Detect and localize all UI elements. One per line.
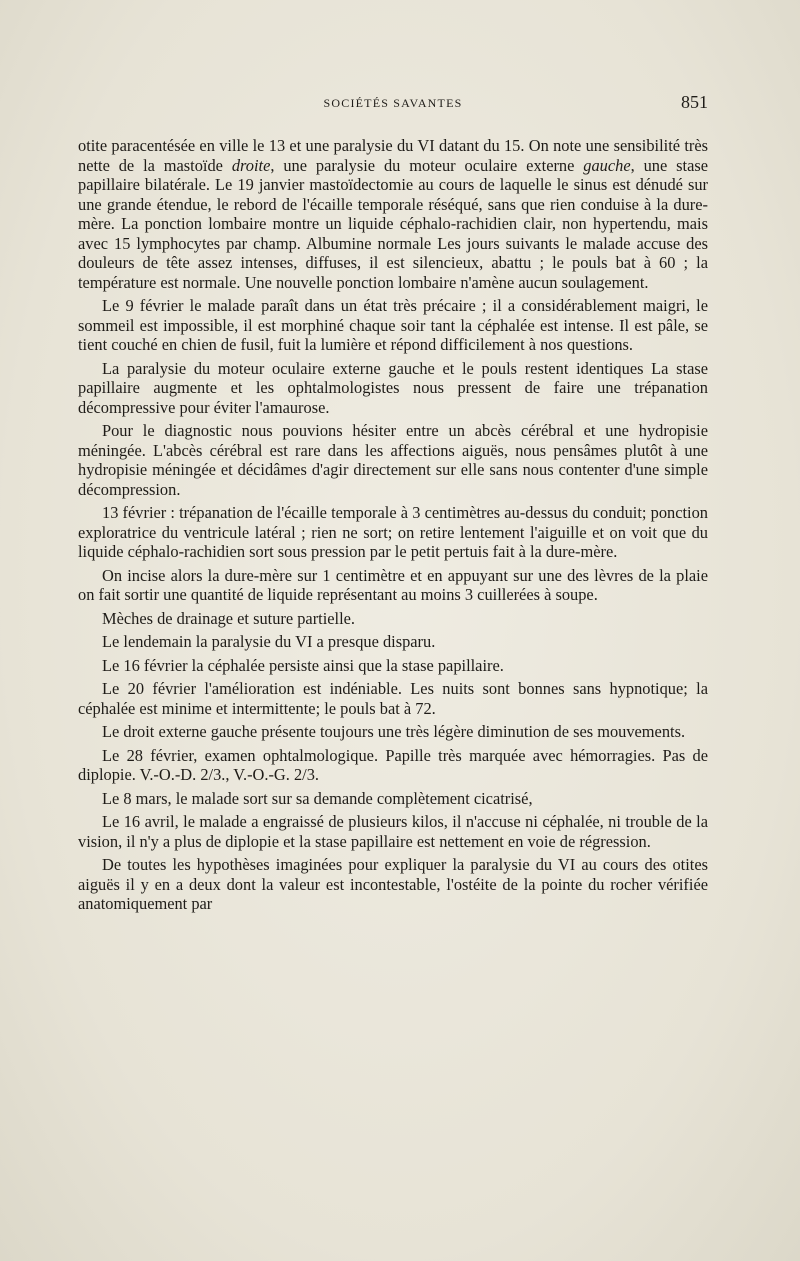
page-header xyxy=(78,92,708,116)
italic-text: gauche xyxy=(583,155,631,175)
paragraph: 13 février : trépanation de l'écaille temporale à 3 centimètres au-dessus du conduit; ponction exploratrice du ventricule latéral ; rien ne sort; on retire lentement l'aiguille et on voit que du liquide céphalo-rachidien sort sous pression par le petit pertuis fait à la dure-mère. xyxy=(78,503,708,561)
running-head: SOCIÉTÉS SAVANTES xyxy=(323,96,463,110)
paragraph: Le 28 février, examen ophtalmologique. Papille très marquée avec hémorragies. Pas de diplopie. V.-O.-D. 2/3., V.-O.-G. 2/3. xyxy=(78,745,708,784)
paragraph-text: otite paracentésée en ville le 13 et une paralysie du VI datant du 15. On note une sensibilité très nette de la mastoïde xyxy=(78,136,708,175)
body-text xyxy=(78,136,708,914)
paragraph: Le 20 février l'amélioration est indéniable. Les nuits sont bonnes sans hypnotique; la céphalée est minime et intermittente; le pouls bat à 72. xyxy=(78,679,708,718)
paragraph: Le 16 avril, le malade a engraissé de plusieurs kilos, il n'accuse ni céphalée, ni trouble de la vision, il n'y a plus de diplopie et la stase papillaire est nettement en voie de régression. xyxy=(78,812,708,851)
italic-text: droite xyxy=(231,155,271,175)
page-number: 851 xyxy=(681,92,708,112)
paragraph: Le 16 février la céphalée persiste ainsi que la stase papillaire. xyxy=(102,655,504,675)
paragraph: La paralysie du moteur oculaire externe gauche et le pouls restent identiques La stase papillaire augmente et les ophtalmologistes nous pressent de faire une trépanation décompressive pour éviter l'amaurose. xyxy=(78,358,708,417)
paragraph-text: , une stase papillaire bilatérale. Le 19 janvier mastoïdectomie au cours de laquelle le sinus est dénudé sur une grande étendue, le rebord de l'écaille temporale réséqué, sans que rien conduise à la dure-mère. La ponction lombaire montre un liquide céphalo-rachidien clair, non hypertendu, mais avec 15 lymphocytes par champ. Albumine normale Les jours suivants le malade accuse des douleurs de tête assez intenses, diffuses, il est silencieux, abattu ; le pouls bat à 60 ; la température est normale. Une nouvelle ponction lombaire n'amène aucun soulagement. xyxy=(78,155,709,292)
paragraph: Le 9 février le malade paraît dans un état très précaire ; il a considérablement maigri, le sommeil est impossible, il est morphiné chaque soir tant la céphalée est intense. Il est pâle, se tient couché en chien de fusil, fuit la lumière et répond difficilement à nos questions. xyxy=(78,296,708,354)
paragraph: Mèches de drainage et suture partielle. xyxy=(102,608,356,628)
paragraph: Le 8 mars, le malade sort sur sa demande complètement cicatrisé, xyxy=(102,788,533,808)
paragraph-text: , une paralysie du moteur oculaire externe xyxy=(270,155,584,175)
paragraph: On incise alors la dure-mère sur 1 centimètre et en appuyant sur une des lèvres de la plaie on fait sortir une quantité de liquide représentant au moins 3 cuillerées à soupe. xyxy=(78,565,708,604)
paragraph: Le droit externe gauche présente toujours une très légère diminution de ses mouvements. xyxy=(102,722,686,741)
paragraph xyxy=(78,136,708,292)
paragraph: Le lendemain la paralysie du VI a presque disparu. xyxy=(102,632,436,651)
paragraph: De toutes les hypothèses imaginées pour expliquer la paralysie du VI au cours des otites aiguës il y en a deux dont la valeur est incontestable, l'ostéite de la pointe du rocher vérifiée anatomiquement par xyxy=(78,855,708,913)
paragraph: Pour le diagnostic nous pouvions hésiter entre un abcès cérébral et une hydropisie méningée. L'abcès cérébral est rare dans les affections aiguës, nous pensâmes plutôt à une hydropisie méningée et décidâmes d'agir directement sur elle sans nous contenter d'une simple décompression. xyxy=(78,421,708,499)
